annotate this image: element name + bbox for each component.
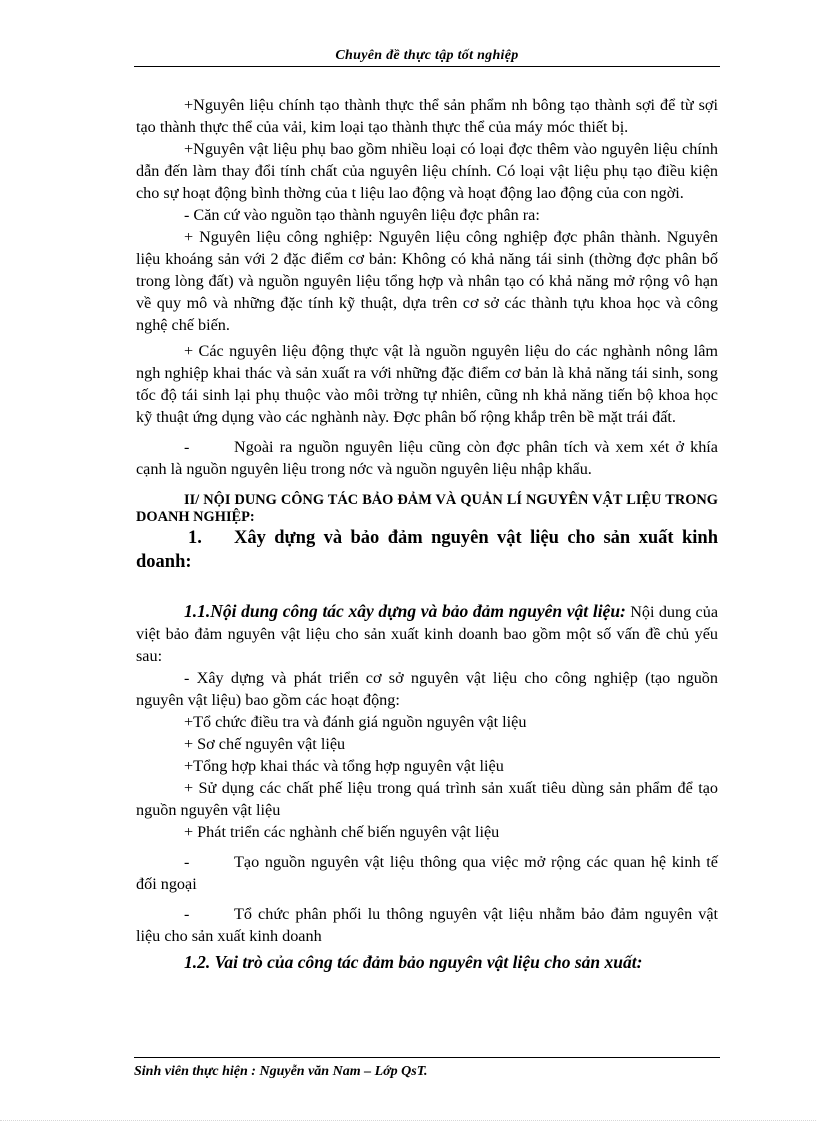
header-rule	[134, 66, 720, 67]
dash-item-text: Tạo nguồn nguyên vật liệu thông qua việc mở rộng các quan hệ kinh tế đối ngoại	[136, 853, 718, 893]
paragraph-1-1	[136, 600, 718, 667]
section-heading: II/ NỘI DUNG CÔNG TÁC BẢO ĐẢM VÀ QUẢN LÍ NGUYÊN VẬT LIỆU TRONG DOANH NGHIỆP:	[136, 492, 718, 525]
paragraph-import-material	[136, 436, 718, 480]
paragraph-build-base: - Xây dựng và phát triển cơ sở nguyên vật liệu cho công nghiệp (tạo nguồn nguyên vật liệu) bao gồm các hoạt động:	[136, 669, 718, 709]
dash-item-text: Tổ chức phân phối lu thông nguyên vật liệu nhằm bảo đảm nguyên vật liệu cho sản xuất kinh doanh	[136, 905, 718, 945]
dash-bullet: -	[184, 438, 190, 456]
paragraph-source-classification: - Căn cứ vào nguồn tạo thành nguyên liệu đợc phân ra:	[184, 206, 540, 224]
subsection-1-2-title: 1.2. Vai trò của công tác đảm bảo nguyên vật liệu cho sản xuất:	[184, 952, 643, 972]
list-item: + Phát triển các nghành chế biến nguyên vật liệu	[184, 823, 500, 841]
subsection-number: 1.	[188, 528, 202, 548]
dash-bullet: -	[184, 853, 190, 871]
paragraph-auxiliary-material: +Nguyên vật liệu phụ bao gồm nhiều loại có loại đợc thêm vào nguyên liệu chính dẫn đến làm thay đổi tính chất của nguyên liệu chính. Có loại vật liệu phụ tạo điều kiện cho sự hoạt động bình thờng của t liệu lao động và hoạt động lao động của con ngời.	[136, 140, 718, 202]
page-edge-dotted-line	[0, 1120, 816, 1121]
subsection-title: Xây dựng và bảo đảm nguyên vật liệu cho sản xuất kinh doanh:	[136, 528, 718, 572]
paragraph-organic-material: + Các nguyên liệu động thực vật là nguồn nguyên liệu do các nghành nông lâm ngh nghiệp khai thác và sản xuất ra với những đặc điểm cơ bản là khả năng tái sinh, song tốc độ tái sinh lại phụ thuộc vào môi trờng tự nhiên, cũng nh khả năng tiến bộ khoa học kỹ thuật ứng dụng vào các nghành này. Đợc phân bố rộng khắp trên bề mặt trái đất.	[136, 342, 718, 426]
subsection-1-1-title: 1.1.Nội dung công tác xây dựng và bảo đảm nguyên vật liệu:	[184, 601, 626, 621]
document-body	[136, 94, 718, 973]
dash-item-external-relations	[136, 851, 718, 895]
subsection-1-1-text: Nội dung của việt bảo đảm nguyên vật liệu cho sản xuất kinh doanh bao gồm một số vấn đề chủ yếu sau:	[136, 603, 719, 665]
page-header: Chuyên đề thực tập tốt nghiệp	[335, 48, 519, 63]
dash-bullet: -	[184, 905, 190, 923]
list-item: + Sơ chế nguyên vật liệu	[184, 735, 346, 753]
page-footer: Sinh viên thực hiện : Nguyễn văn Nam – Lớp QsT.	[134, 1064, 428, 1079]
footer-rule	[134, 1057, 720, 1058]
list-item: + Sử dụng các chất phế liệu trong quá trình sản xuất tiêu dùng sản phẩm để tạo nguồn nguyên vật liệu	[136, 779, 718, 819]
list-item: +Tổng hợp khai thác và tổng hợp nguyên vật liệu	[184, 757, 504, 775]
paragraph-main-material: +Nguyên liệu chính tạo thành thực thể sản phẩm nh bông tạo thành sợi để từ sợi tạo thành thực thể của vải, kim loại tạo thành thực thể của máy móc thiết bị.	[136, 96, 718, 136]
subsection-1-heading	[136, 526, 718, 574]
dash-item-distribution	[136, 903, 718, 947]
paragraph-import-text: Ngoài ra nguồn nguyên liệu cũng còn đợc phân tích và xem xét ở khía cạnh là nguồn nguyên liệu trong nớc và nguồn nguyên liệu nhập khẩu.	[136, 438, 718, 478]
paragraph-industrial-material: + Nguyên liệu công nghiệp: Nguyên liệu công nghiệp đợc phân thành. Nguyên liệu khoáng sản với 2 đặc điểm cơ bản: Không có khả năng tái sinh (thờng đợc phân bố trong lòng đất) và nguồn nguyên liệu tổng hợp và nhân tạo có khả năng mở rộng vô hạn về quy mô và những đặc tính kỹ thuật, dựa trên cơ sở các thành tựu khoa học và công nghệ chế biến.	[136, 228, 718, 334]
list-item: +Tổ chức điều tra và đánh giá nguồn nguyên vật liệu	[184, 713, 527, 731]
